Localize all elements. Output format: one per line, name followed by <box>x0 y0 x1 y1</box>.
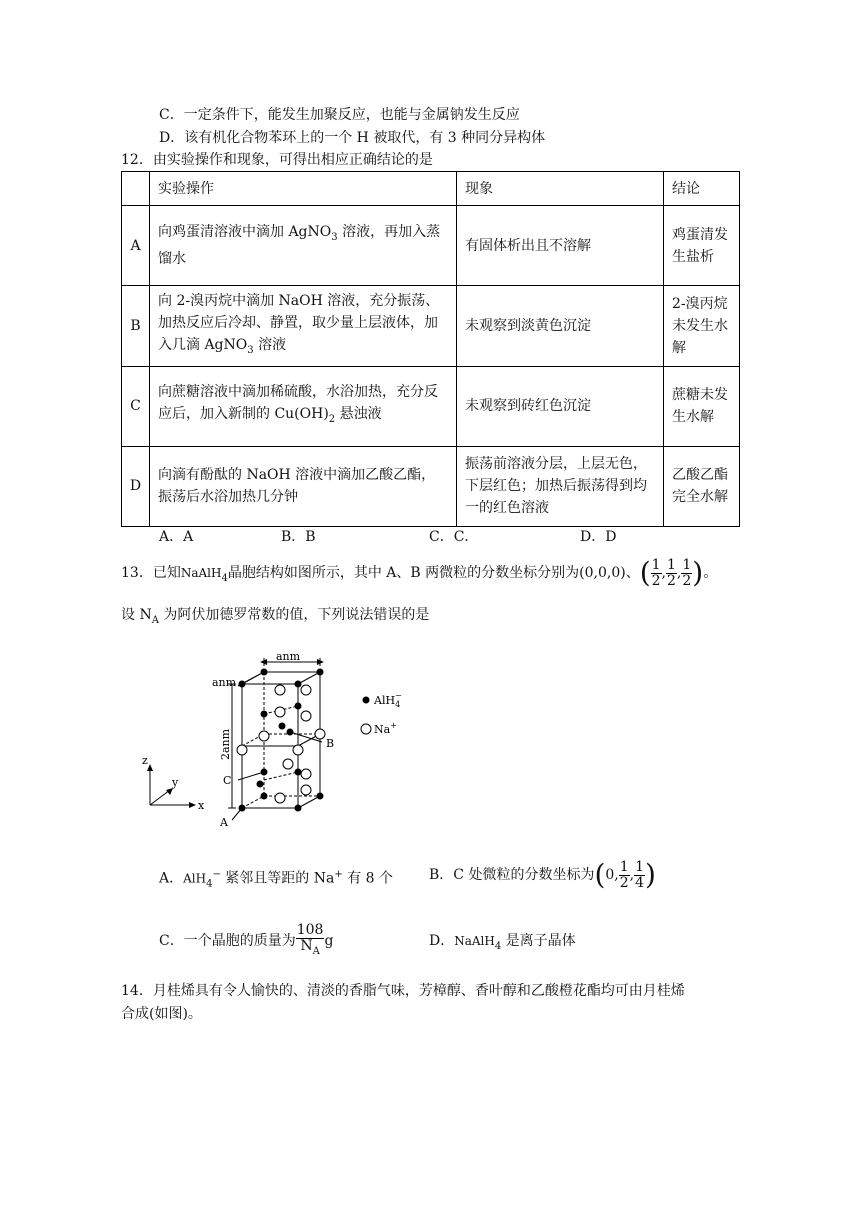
row-conclusion: 鸡蛋清发生盐析 <box>664 206 740 286</box>
q13-line2: 设 $N_A$ 为阿伏加德罗常数的值，下列说法错误的是 <box>121 607 430 626</box>
row-operation: 向 2-溴丙烷中滴加 NaOH 溶液，充分振荡、加热反应后冷却、静置，取少量上层液体，加入几滴 AgNO$_3$ 溶液 <box>150 286 457 367</box>
row-conclusion: 乙酸乙酯完全水解 <box>664 446 740 526</box>
q13-option-d: D．NaAlH$_4$ 是离子晶体 <box>429 933 576 952</box>
axis-x-label: x <box>198 799 205 812</box>
q12-choice-c: C．C． <box>429 529 479 545</box>
row-label: A <box>122 206 150 286</box>
label-point-a: A <box>220 816 228 829</box>
row-phenomenon: 振荡前溶液分层，上层无色，下层红色；加热后振荡得到均一的红色溶液 <box>457 446 664 526</box>
row-label: B <box>122 286 150 367</box>
label-a-top: anm <box>276 650 301 663</box>
crystal-cell-figure <box>140 650 440 830</box>
row-label: C <box>122 366 150 446</box>
label-point-c: C <box>223 774 232 787</box>
q14-line2: 合成(如图)。 <box>121 1006 202 1022</box>
q13-stem: 13．已知NaAlH$_4$晶胞结构如图所示，其中 A、B 两微粒的分数坐标分别为(0,0,0)、( $\frac{1}{2}$ , $\frac{1}{2}$ , $\frac{1}{2}$ )。 <box>121 556 718 589</box>
row-operation: 向蔗糖溶液中滴加稀硫酸，水浴加热，充分反应后，加入新制的 $Cu(OH)_2$ 悬浊液 <box>150 366 457 446</box>
label-point-b: B <box>326 737 335 750</box>
row-conclusion: 2-溴丙烷未发生水解 <box>664 286 740 367</box>
q12-stem: 12．由实验操作和现象，可得出相应正确结论的是 <box>121 152 433 168</box>
table-row <box>122 366 740 446</box>
row-phenomenon: 有固体析出且不溶解 <box>457 206 664 286</box>
q13-option-b: B．C 处微粒的分数坐标为(0, $\frac{1}{2}$ , $\frac{1}{4}$ ) <box>429 858 656 891</box>
row-operation: 向滴有酚酞的 NaOH 溶液中滴加乙酸乙酯，振荡后水浴加热几分钟 <box>150 446 457 526</box>
q11-option-d: D．该有机化合物苯环上的一个 H 被取代，有 3 种同分异构体 <box>159 130 546 146</box>
q12-choice-a: A．A <box>159 529 194 545</box>
row-conclusion: 蔗糖未发生水解 <box>664 366 740 446</box>
q12-choice-b: B．B <box>281 529 316 545</box>
table-header-row <box>122 172 740 206</box>
row-operation: 向鸡蛋清溶液中滴加 AgNO$_3$ 溶液，再加入蒸馏水 <box>150 206 457 286</box>
q13-option-a: A．AlH$_4$− 紧邻且等距的 Na+ 有 8 个 <box>159 869 394 890</box>
label-2a: 2anm <box>219 728 232 760</box>
header-operation: 实验操作 <box>150 172 457 206</box>
axis-z-label: z <box>142 754 148 767</box>
label-a-left: anm <box>212 676 237 689</box>
legend-alh4: AlH$_4$− <box>374 691 402 709</box>
header-conclusion: 结论 <box>664 172 740 206</box>
row-phenomenon: 未观察到淡黄色沉淀 <box>457 286 664 367</box>
row-phenomenon: 未观察到砖红色沉淀 <box>457 366 664 446</box>
table-row <box>122 206 740 286</box>
experiment-table <box>121 171 740 527</box>
header-empty-cell <box>122 172 150 206</box>
q13-option-c: C．一个晶胞的质量为 $\frac{108}{N_A}$ g <box>159 922 334 957</box>
header-phenomenon: 现象 <box>457 172 664 206</box>
table-row <box>122 446 740 526</box>
q11-option-c: C．一定条件下，能发生加聚反应，也能与金属钠发生反应 <box>159 107 520 123</box>
table-row <box>122 286 740 367</box>
row-label: D <box>122 446 150 526</box>
legend-na: Na+ <box>374 721 397 736</box>
q12-choice-d: D．D <box>580 529 617 545</box>
q14-line1: 14．月桂烯具有令人愉快的、清淡的香脂气味，芳樟醇、香叶醇和乙酸橙花酯均可由月桂烯 <box>121 983 685 999</box>
axis-y-label: y <box>172 776 179 789</box>
